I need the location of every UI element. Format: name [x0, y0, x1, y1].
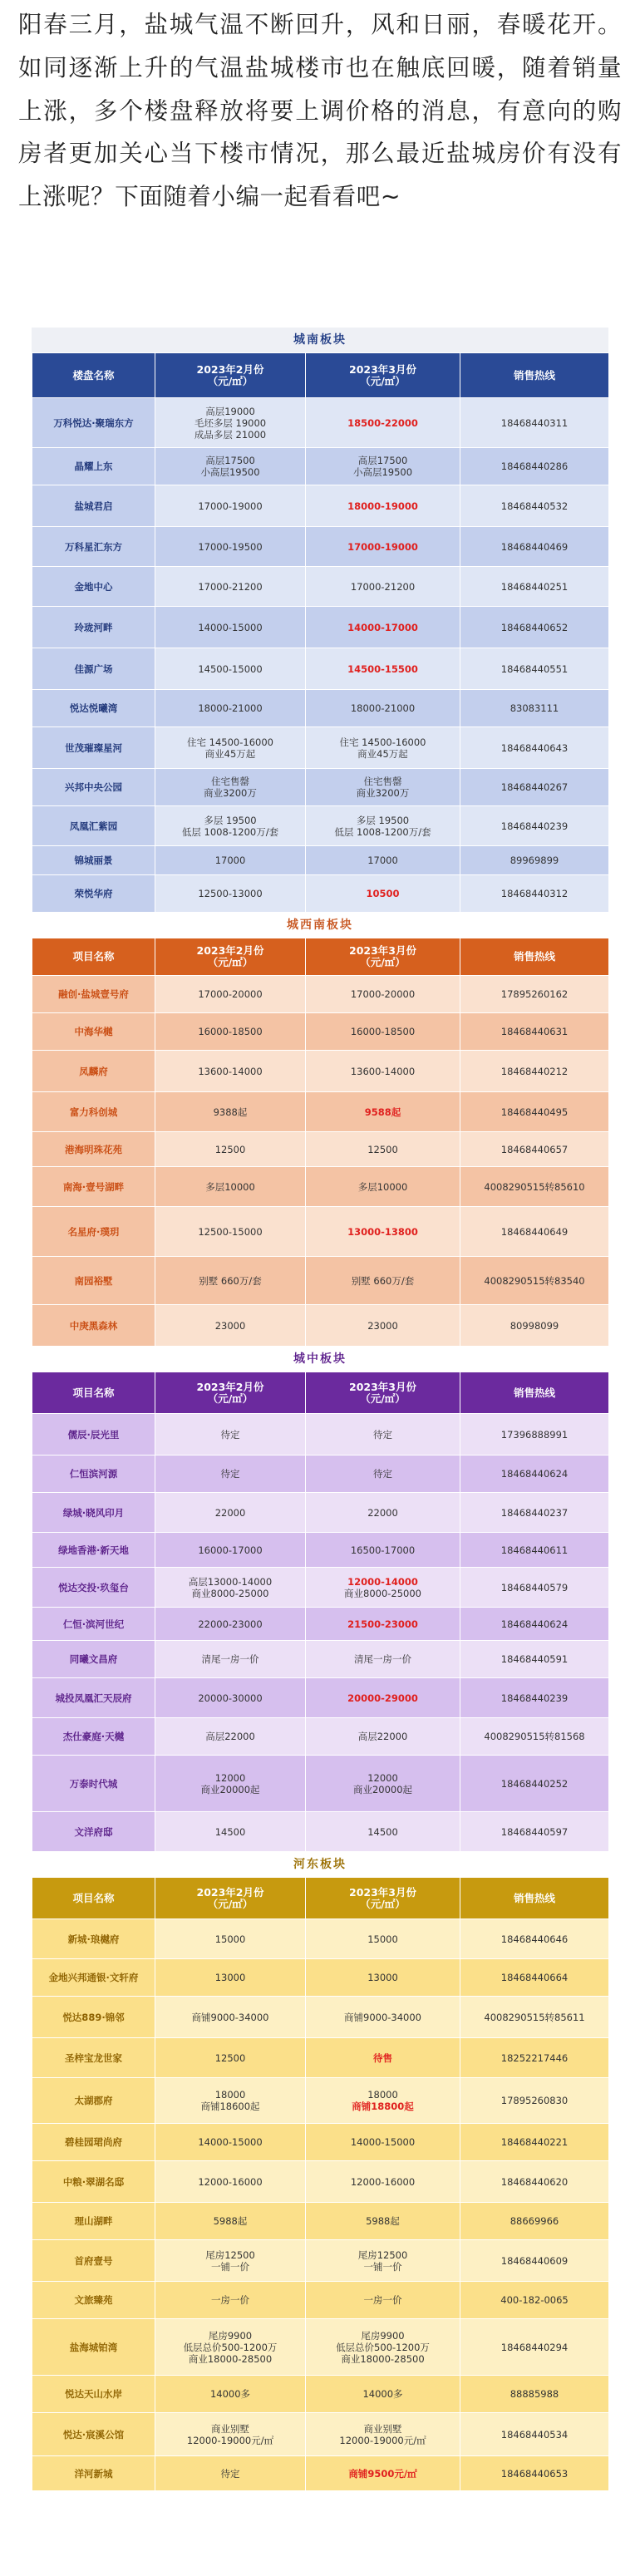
- table-row: [32, 976, 609, 1013]
- feb-price: 12000-16000: [155, 2161, 306, 2203]
- feb-price: 待定: [155, 1455, 306, 1493]
- hotline: 4008290515转83540: [460, 1257, 609, 1305]
- mar-price: 5988起: [306, 2203, 460, 2240]
- project-name: 悦达天山水岸: [32, 2376, 155, 2413]
- hotline: 18468440611: [460, 1533, 609, 1568]
- table-row: [32, 1959, 609, 1997]
- table-row: [32, 1608, 609, 1641]
- feb-price: 17000-21200: [155, 567, 306, 607]
- hotline: 18468440286: [460, 448, 609, 485]
- feb-price: 14000多: [155, 2376, 306, 2413]
- column-header: 2023年3月份 （元/㎡）: [306, 938, 460, 976]
- table-row: [32, 2078, 609, 2124]
- mar-price: 别墅 660万/套: [306, 1257, 460, 1305]
- mar-price: 高层22000: [306, 1718, 460, 1756]
- column-header: 销售热线: [460, 938, 609, 976]
- intro-paragraph: 阳春三月，盐城气温不断回升，风和日丽，春暖花开。如同逐渐上升的气温盐城楼市也在触底回暖，随着销量上涨，多个楼盘释放将要上调价格的消息，有意向的购房者更加关心当下楼市情况，那么最近盐城房价有没有上涨呢？下面随着小编一起看看吧~: [18, 11, 622, 211]
- column-header: 2023年3月份 （元/㎡）: [306, 1878, 460, 1919]
- hotline: 4008290515转81568: [460, 1718, 609, 1756]
- mar-price: 15000: [306, 1919, 460, 1959]
- feb-price: 14500: [155, 1812, 306, 1852]
- feb-price: 12500-15000: [155, 1207, 306, 1257]
- column-header: 项目名称: [32, 1372, 155, 1414]
- table-row: [32, 1997, 609, 2038]
- feb-price: 住宅售罄 商业3200万: [155, 769, 306, 806]
- hotline: 18468440239: [460, 1678, 609, 1718]
- hotline: 18468440624: [460, 1455, 609, 1493]
- feb-price: 23000: [155, 1305, 306, 1347]
- project-name: 仁恒滨河源: [32, 1455, 155, 1493]
- hotline: 17396888991: [460, 1414, 609, 1455]
- feb-price: 17000-20000: [155, 976, 306, 1013]
- mar-price: 13600-14000: [306, 1051, 460, 1092]
- feb-price: 清尾一房一价: [155, 1641, 306, 1678]
- project-name: 金地兴邦通银·文轩府: [32, 1959, 155, 1997]
- table-row: [32, 1718, 609, 1756]
- hotline: 17895260830: [460, 2078, 609, 2124]
- table-row: [32, 1167, 609, 1207]
- table-row: [32, 448, 609, 485]
- section-title: 城西南板块: [32, 913, 608, 938]
- project-name: 兴邦中央公园: [32, 769, 155, 806]
- table-row: [32, 1305, 609, 1347]
- mar-price: 14000-15000: [306, 2124, 460, 2161]
- hotline: 18468440597: [460, 1812, 609, 1852]
- section-0: [32, 328, 608, 913]
- project-name: 荣悦华府: [32, 875, 155, 913]
- table-header-row: [32, 353, 609, 398]
- mar-price: 尾房12500 一铺一价: [306, 2240, 460, 2282]
- hotline: 4008290515转85610: [460, 1167, 609, 1207]
- feb-price: 12000 商业20000起: [155, 1756, 306, 1812]
- table-row: [32, 648, 609, 690]
- column-header: 2023年2月份 （元/㎡）: [155, 1878, 306, 1919]
- project-name: 世茂璀璨星河: [32, 727, 155, 769]
- hotline: 18468440252: [460, 1756, 609, 1812]
- section-title: 城中板块: [32, 1347, 608, 1372]
- project-name: 中海华樾: [32, 1013, 155, 1051]
- feb-price: 16000-18500: [155, 1013, 306, 1051]
- table-row: [32, 2282, 609, 2319]
- table-row: [32, 806, 609, 846]
- table-row: [32, 727, 609, 769]
- price-table: [32, 1372, 609, 1852]
- hotline: 17895260162: [460, 976, 609, 1013]
- mar-price: 20000-29000: [306, 1678, 460, 1718]
- mar-price: 待定: [306, 1414, 460, 1455]
- table-header-row: [32, 1878, 609, 1919]
- hotline: 18468440237: [460, 1493, 609, 1533]
- project-name: 金地中心: [32, 567, 155, 607]
- mar-price: 21500-23000: [306, 1608, 460, 1641]
- table-row: [32, 2413, 609, 2456]
- feb-price: 尾房9900 低层总价500-1200万 商业18000-28500: [155, 2319, 306, 2376]
- table-row: [32, 1678, 609, 1718]
- project-name: 港海明珠花苑: [32, 1132, 155, 1167]
- project-name: 圣梓宝龙世家: [32, 2038, 155, 2078]
- table-row: [32, 846, 609, 875]
- hotline: 88885988: [460, 2376, 609, 2413]
- hotline: 18252217446: [460, 2038, 609, 2078]
- table-row: [32, 2319, 609, 2376]
- mar-price: 16000-18500: [306, 1013, 460, 1051]
- section-title: 河东板块: [32, 1852, 608, 1877]
- mar-price: 商铺9500元/㎡: [306, 2456, 460, 2491]
- project-name: 同曦文昌府: [32, 1641, 155, 1678]
- mar-price: 12000 商业20000起: [306, 1756, 460, 1812]
- feb-price: 5988起: [155, 2203, 306, 2240]
- feb-price: 22000-23000: [155, 1608, 306, 1641]
- hotline: 18468440495: [460, 1092, 609, 1132]
- project-name: 太湖郡府: [32, 2078, 155, 2124]
- table-row: [32, 2203, 609, 2240]
- project-name: 盐城君启: [32, 485, 155, 527]
- hotline: 18468440631: [460, 1013, 609, 1051]
- mar-price: 住宅 14500-16000 商业45万起: [306, 727, 460, 769]
- section-title: 城南板块: [32, 328, 608, 352]
- hotline: 18468440294: [460, 2319, 609, 2376]
- hotline: 18468440664: [460, 1959, 609, 1997]
- project-name: 万科星汇东方: [32, 527, 155, 567]
- hotline: 83083111: [460, 690, 609, 727]
- hotline: 18468440534: [460, 2413, 609, 2456]
- column-header: 楼盘名称: [32, 353, 155, 398]
- project-name: 中粮·翠湖名邸: [32, 2161, 155, 2203]
- hotline: 18468440591: [460, 1641, 609, 1678]
- feb-price: 多层 19500 低层 1008-1200万/套: [155, 806, 306, 846]
- project-name: 绿城·晓风印月: [32, 1493, 155, 1533]
- column-header: 项目名称: [32, 1878, 155, 1919]
- feb-price: 18000-21000: [155, 690, 306, 727]
- project-name: 融创·盐城壹号府: [32, 976, 155, 1013]
- table-row: [32, 1257, 609, 1305]
- table-header-row: [32, 938, 609, 976]
- project-name: 万科悦达·聚瑞东方: [32, 398, 155, 448]
- feb-price: 9388起: [155, 1092, 306, 1132]
- project-name: 洋河新城: [32, 2456, 155, 2491]
- table-row: [32, 2240, 609, 2282]
- project-name: 碧桂园珺尚府: [32, 2124, 155, 2161]
- hotline: 18468440551: [460, 648, 609, 690]
- column-header: 2023年3月份 （元/㎡）: [306, 1372, 460, 1414]
- price-table: [32, 1877, 609, 2491]
- mar-price: 14000多: [306, 2376, 460, 2413]
- hotline: 18468440620: [460, 2161, 609, 2203]
- project-name: 文洋府邸: [32, 1812, 155, 1852]
- project-name: 首府壹号: [32, 2240, 155, 2282]
- table-row: [32, 1533, 609, 1568]
- table-row: [32, 2038, 609, 2078]
- project-name: 理山湖畔: [32, 2203, 155, 2240]
- hotline: 18468440251: [460, 567, 609, 607]
- feb-price: 20000-30000: [155, 1678, 306, 1718]
- project-name: 悦达悦曦湾: [32, 690, 155, 727]
- project-name: 名星府·璞玥: [32, 1207, 155, 1257]
- mar-price: 多层 19500 低层 1008-1200万/套: [306, 806, 460, 846]
- feb-price: 13000: [155, 1959, 306, 1997]
- hotline: 18468440221: [460, 2124, 609, 2161]
- column-header: 2023年3月份 （元/㎡）: [306, 353, 460, 398]
- mar-price: 23000: [306, 1305, 460, 1347]
- column-header: 销售热线: [460, 1372, 609, 1414]
- project-name: 富力科创城: [32, 1092, 155, 1132]
- mar-price: 10500: [306, 875, 460, 913]
- table-row: [32, 1641, 609, 1678]
- hotline: 18468440652: [460, 607, 609, 648]
- mar-price: 18500-22000: [306, 398, 460, 448]
- feb-price: 商业别墅 12000-19000元/㎡: [155, 2413, 306, 2456]
- mar-price: 一房一价: [306, 2282, 460, 2319]
- column-header: 销售热线: [460, 1878, 609, 1919]
- mar-price: 16500-17000: [306, 1533, 460, 1568]
- hotline: 18468440212: [460, 1051, 609, 1092]
- mar-price: 清尾一房一价: [306, 1641, 460, 1678]
- table-row: [32, 875, 609, 913]
- feb-price: 17000-19000: [155, 485, 306, 527]
- feb-price: 14000-15000: [155, 607, 306, 648]
- project-name: 城投凤凰汇天辰府: [32, 1678, 155, 1718]
- mar-price: 14000-17000: [306, 607, 460, 648]
- feb-price: 待定: [155, 2456, 306, 2491]
- table-row: [32, 2124, 609, 2161]
- project-name: 晶耀上东: [32, 448, 155, 485]
- section-3: [32, 1852, 608, 2491]
- project-name: 凤凰汇紫园: [32, 806, 155, 846]
- feb-price: 22000: [155, 1493, 306, 1533]
- hotline: 88669966: [460, 2203, 609, 2240]
- feb-price: 别墅 660万/套: [155, 1257, 306, 1305]
- project-name: 佳源广场: [32, 648, 155, 690]
- price-tables: [32, 328, 608, 2491]
- feb-price: 17000-19500: [155, 527, 306, 567]
- project-name: 南园裕墅: [32, 1257, 155, 1305]
- table-row: [32, 1568, 609, 1608]
- feb-price: 15000: [155, 1919, 306, 1959]
- hotline: 400-182-0065: [460, 2282, 609, 2319]
- mar-price: 13000: [306, 1959, 460, 1997]
- table-row: [32, 607, 609, 648]
- table-row: [32, 2456, 609, 2491]
- hotline: 18468440579: [460, 1568, 609, 1608]
- table-row: [32, 1092, 609, 1132]
- feb-price: 12500-13000: [155, 875, 306, 913]
- mar-price: 12500: [306, 1132, 460, 1167]
- mar-price: 商铺9000-34000: [306, 1997, 460, 2038]
- mar-price: 17000-19000: [306, 527, 460, 567]
- mar-price: 18000-19000: [306, 485, 460, 527]
- table-row: [32, 2376, 609, 2413]
- table-row: [32, 1493, 609, 1533]
- table-row: [32, 1013, 609, 1051]
- feb-price: 12500: [155, 2038, 306, 2078]
- feb-price: 高层19000 毛坯多层 19000 成品多层 21000: [155, 398, 306, 448]
- price-table: [32, 938, 609, 1347]
- project-name: 文旅臻苑: [32, 2282, 155, 2319]
- mar-price: 17000-20000: [306, 976, 460, 1013]
- table-row: [32, 1414, 609, 1455]
- mar-price: 12000-14000 商业8000-25000: [306, 1568, 460, 1608]
- table-header-row: [32, 1372, 609, 1414]
- feb-price: 17000: [155, 846, 306, 875]
- column-header: 2023年2月份 （元/㎡）: [155, 1372, 306, 1414]
- mar-price: 12000-16000: [306, 2161, 460, 2203]
- project-name: 南海·壹号湖畔: [32, 1167, 155, 1207]
- column-header: 2023年2月份 （元/㎡）: [155, 938, 306, 976]
- feb-price: 16000-17000: [155, 1533, 306, 1568]
- feb-price: 尾房12500 一铺一价: [155, 2240, 306, 2282]
- table-row: [32, 1812, 609, 1852]
- feb-price: 高层17500 小高层19500: [155, 448, 306, 485]
- mar-price: 14500-15500: [306, 648, 460, 690]
- section-2: [32, 1347, 608, 1852]
- project-name: 中庚黑森林: [32, 1305, 155, 1347]
- project-name: 儒辰·辰光里: [32, 1414, 155, 1455]
- mar-price: 尾房9900 低层总价500-1200万 商业18000-28500: [306, 2319, 460, 2376]
- project-name: 玲珑河畔: [32, 607, 155, 648]
- hotline: 18468440311: [460, 398, 609, 448]
- hotline: 18468440469: [460, 527, 609, 567]
- table-row: [32, 485, 609, 527]
- mar-price: 18000 商铺18800起: [306, 2078, 460, 2124]
- project-name: 悦达·宸溪公馆: [32, 2413, 155, 2456]
- feb-price: 高层13000-14000 商业8000-25000: [155, 1568, 306, 1608]
- mar-price: 多层10000: [306, 1167, 460, 1207]
- hotline: 18468440649: [460, 1207, 609, 1257]
- table-row: [32, 1455, 609, 1493]
- feb-price: 多层10000: [155, 1167, 306, 1207]
- table-row: [32, 398, 609, 448]
- mar-price: 17000-21200: [306, 567, 460, 607]
- section-1: [32, 913, 608, 1347]
- mar-price: 14500: [306, 1812, 460, 1852]
- project-name: 万泰时代城: [32, 1756, 155, 1812]
- mar-price: 22000: [306, 1493, 460, 1533]
- feb-price: 18000 商铺18600起: [155, 2078, 306, 2124]
- project-name: 悦达交投·玖玺台: [32, 1568, 155, 1608]
- project-name: 杰仕豪庭·天樾: [32, 1718, 155, 1756]
- column-header: 2023年2月份 （元/㎡）: [155, 353, 306, 398]
- hotline: 18468440646: [460, 1919, 609, 1959]
- hotline: 18468440239: [460, 806, 609, 846]
- hotline: 18468440624: [460, 1608, 609, 1641]
- project-name: 凤麟府: [32, 1051, 155, 1092]
- hotline: 18468440609: [460, 2240, 609, 2282]
- feb-price: 14500-15000: [155, 648, 306, 690]
- hotline: 18468440267: [460, 769, 609, 806]
- table-row: [32, 1051, 609, 1092]
- table-row: [32, 1207, 609, 1257]
- hotline: 18468440532: [460, 485, 609, 527]
- mar-price: 商业别墅 12000-19000元/㎡: [306, 2413, 460, 2456]
- feb-price: 住宅 14500-16000 商业45万起: [155, 727, 306, 769]
- feb-price: 14000-15000: [155, 2124, 306, 2161]
- mar-price: 18000-21000: [306, 690, 460, 727]
- project-name: 锦城丽景: [32, 846, 155, 875]
- price-table: [32, 352, 609, 913]
- feb-price: 12500: [155, 1132, 306, 1167]
- table-row: [32, 690, 609, 727]
- mar-price: 待售: [306, 2038, 460, 2078]
- project-name: 悦达889·锦邻: [32, 1997, 155, 2038]
- mar-price: 待定: [306, 1455, 460, 1493]
- column-header: 销售热线: [460, 353, 609, 398]
- project-name: 绿地香港·新天地: [32, 1533, 155, 1568]
- table-row: [32, 1132, 609, 1167]
- table-row: [32, 1756, 609, 1812]
- feb-price: 高层22000: [155, 1718, 306, 1756]
- column-header: 项目名称: [32, 938, 155, 976]
- feb-price: 一房一价: [155, 2282, 306, 2319]
- table-row: [32, 1919, 609, 1959]
- mar-price: 9588起: [306, 1092, 460, 1132]
- table-row: [32, 567, 609, 607]
- hotline: 18468440312: [460, 875, 609, 913]
- mar-price: 17000: [306, 846, 460, 875]
- project-name: 新城·琅樾府: [32, 1919, 155, 1959]
- hotline: 18468440643: [460, 727, 609, 769]
- hotline: 89969899: [460, 846, 609, 875]
- mar-price: 高层17500 小高层19500: [306, 448, 460, 485]
- mar-price: 13000-13800: [306, 1207, 460, 1257]
- hotline: 4008290515转85611: [460, 1997, 609, 2038]
- project-name: 盐海城铂湾: [32, 2319, 155, 2376]
- mar-price: 住宅售罄 商业3200万: [306, 769, 460, 806]
- hotline: 18468440657: [460, 1132, 609, 1167]
- hotline: 18468440653: [460, 2456, 609, 2491]
- project-name: 仁恒·滨河世纪: [32, 1608, 155, 1641]
- hotline: 80998099: [460, 1305, 609, 1347]
- feb-price: 商铺9000-34000: [155, 1997, 306, 2038]
- table-row: [32, 2161, 609, 2203]
- feb-price: 待定: [155, 1414, 306, 1455]
- feb-price: 13600-14000: [155, 1051, 306, 1092]
- table-row: [32, 769, 609, 806]
- table-row: [32, 527, 609, 567]
